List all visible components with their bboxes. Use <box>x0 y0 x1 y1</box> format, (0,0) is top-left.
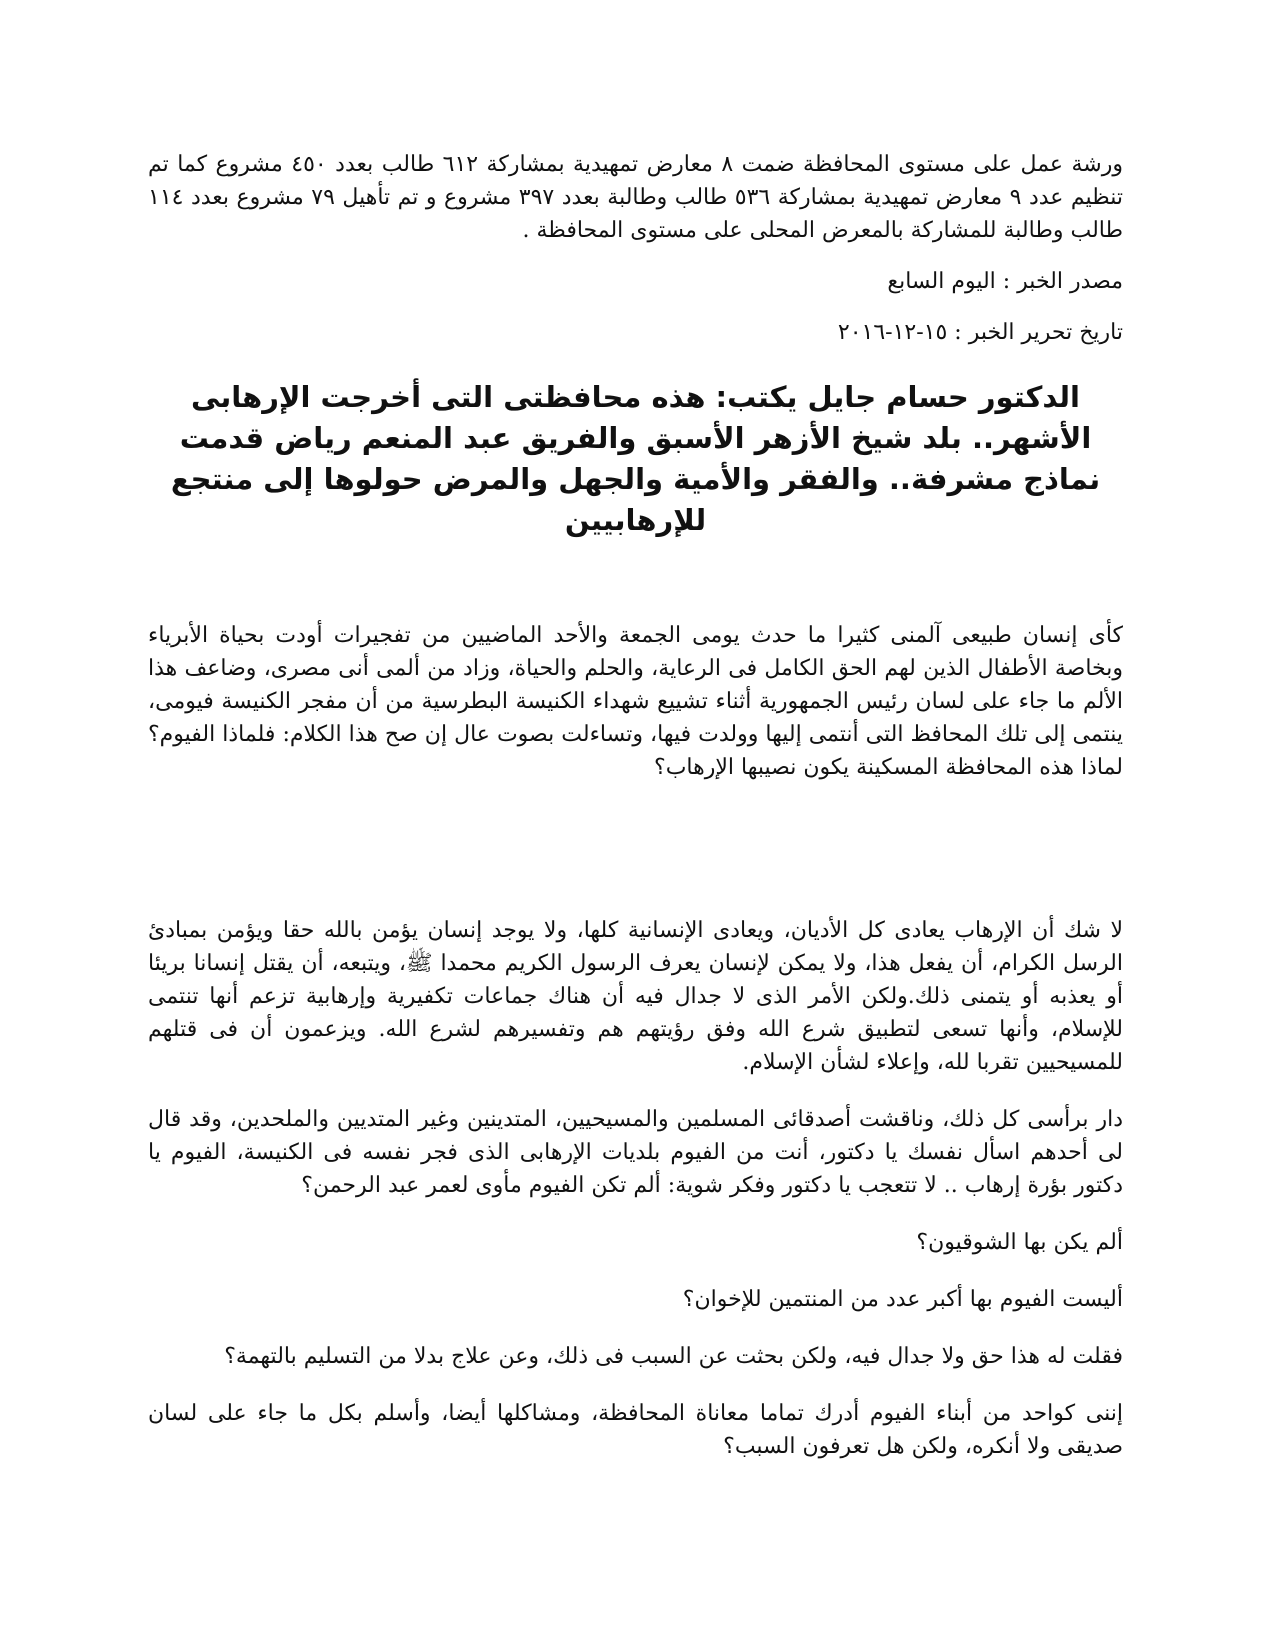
news-date: تاريخ تحرير الخبر : ١٥-١٢-٢٠١٦ <box>837 320 1123 345</box>
body-paragraph-5: أليست الفيوم بها أكبر عدد من المنتمين للإخوان؟ <box>682 1287 1123 1312</box>
spacer <box>148 298 1123 316</box>
body-paragraph-7: إننى كواحد من أبناء الفيوم أدرك تماما معاناة المحافظة، ومشاكلها أيضا، وأسلم بكل ما جاء على لسان صديقى ولا أنكره، ولكن هل تعرفون السبب؟ <box>148 1401 1123 1459</box>
spacer <box>148 541 1123 619</box>
article-headline: الدكتور حسام جايل يكتب: هذه محافظتى التى أخرجت الإرهابى الأشهر.. بلد شيخ الأزهر الأسبق والفريق عبد المنعم رياض قدمت نماذج مشرفة.. والفقر والأمية والجهل والمرض حولوها إلى منتجع للإرهابيين <box>170 380 1101 537</box>
body-paragraph-4: ألم يكن بها الشوقيون؟ <box>916 1230 1123 1255</box>
spacer <box>148 1079 1123 1103</box>
spacer <box>148 1316 1123 1340</box>
spacer <box>148 1202 1123 1226</box>
document-page <box>148 148 1123 1463</box>
body-paragraph-3: دار برأسى كل ذلك، وناقشت أصدقائى المسلمين والمسيحيين، المتدينين وغير المتديين والملحدين، وقد قال لى أحدهم اسأل نفسك يا دكتور، أنت من الفيوم بلديات الإرهابى الذى فجر نفسه فى الكنيسة، الفيوم يا دكتور بؤرة إرهاب .. لا تتعجب يا دكتور وفكر شوية: ألم تكن الفيوم مأوى لعمر عبد الرحمن؟ <box>148 1107 1123 1198</box>
news-source: مصدر الخبر : اليوم السابع <box>887 269 1123 294</box>
spacer <box>148 784 1123 914</box>
body-paragraph-6: فقلت له هذا حق ولا جدال فيه، ولكن بحثت عن السبب فى ذلك، وعن علاج بدلا من التسليم بالتهمة؟ <box>224 1344 1123 1369</box>
spacer <box>148 349 1123 377</box>
spacer <box>148 1259 1123 1283</box>
spacer <box>148 1373 1123 1397</box>
body-paragraph-1: كأى إنسان طبيعى آلمنى كثيرا ما حدث يومى الجمعة والأحد الماضيين من تفجيرات أودت بحياة الأبرياء وبخاصة الأطفال الذين لهم الحق الكامل فى الرعاية، والحلم والحياة، وزاد من ألمى أنى مصرى، وضاعف هذا الألم ما جاء على لسان رئيس الجمهورية أثناء تشييع شهداء الكنيسة البطرسية من أن مفجر الكنيسة فيومى، ينتمى إلى تلك المحافظ التى أنتمى إليها وولدت فيها، وتساءلت بصوت عال إن صح هذا الكلام: فلماذا الفيوم؟ لماذا هذه المحافظة المسكينة يكون نصيبها الإرهاب؟ <box>148 623 1123 780</box>
body-paragraph-2: لا شك أن الإرهاب يعادى كل الأديان، ويعادى الإنسانية كلها، ولا يوجد إنسان يؤمن بالله حقا ويؤمن بمبادئ الرسل الكرام، أن يفعل هذا، ولا يمكن لإنسان يعرف الرسول الكريم محمدا ﷺ، ويتبعه، أن يقتل إنسانا بريئا أو يعذبه أو يتمنى ذلك.ولكن الأمر الذى لا جدال فيه أن هناك جماعات تكفيرية وإرهابية تزعم أنها تنتمى للإسلام، وأنها تسعى لتطبيق شرع الله وفق رؤيتهم هم وتفسيرهم لشرع الله. ويزعمون أن فى قتلهم للمسيحيين تقربا لله، وإعلاء لشأن الإسلام. <box>148 918 1123 1075</box>
spacer <box>148 247 1123 265</box>
intro-paragraph: ورشة عمل على مستوى المحافظة ضمت ٨ معارض تمهيدية بمشاركة ٦١٢ طالب بعدد ٤٥٠ مشروع كما تم تنظيم عدد ٩ معارض تمهيدية بمشاركة ٥٣٦ طالب وطالبة بعدد ٣٩٧ مشروع و تم تأهيل ٧٩ مشروع بعدد ١١٤ طالب وطالبة للمشاركة بالمعرض المحلى على مستوى المحافظة . <box>148 152 1123 243</box>
